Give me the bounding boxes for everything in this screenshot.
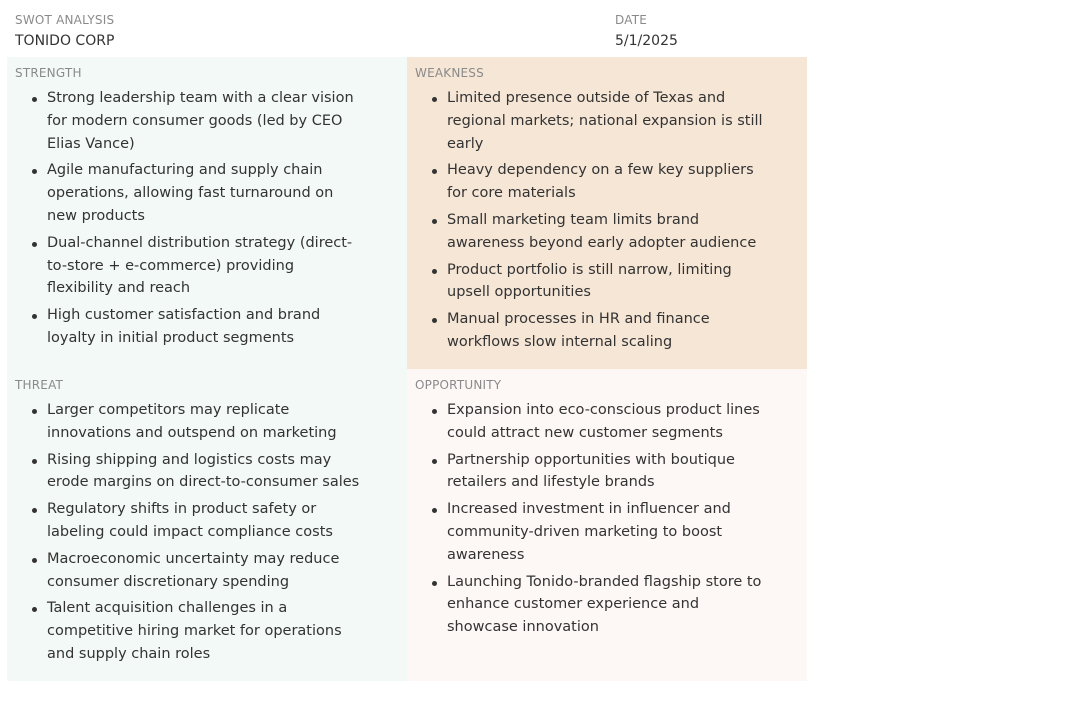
bullet-icon — [32, 242, 37, 247]
list-item-text: High customer satisfaction and brand loyalty in initial product segments — [47, 307, 321, 346]
bullet-icon — [432, 169, 437, 174]
list-item-text: Product portfolio is still narrow, limiting upsell opportunities — [447, 261, 732, 301]
bullet-icon — [32, 169, 37, 174]
list-item — [415, 308, 799, 354]
list-item-text: Launching Tonido-branded flagship store to enhance customer experience and showcase innovation — [447, 573, 762, 636]
list-item-text: Regulatory shifts in product safety or labeling could impact compliance costs — [47, 501, 333, 540]
list-item — [15, 597, 399, 665]
document-header — [15, 13, 815, 53]
strength-title: STRENGTH — [15, 66, 82, 80]
list-item-text: Rising shipping and logistics costs may erode margins on direct-to-consumer sales — [47, 451, 360, 491]
list-item — [15, 304, 399, 350]
weakness-title: WEAKNESS — [415, 66, 484, 80]
list-item-text: Heavy dependency on a few key suppliers for core materials — [447, 162, 754, 202]
bullet-icon — [32, 314, 37, 319]
list-item — [15, 449, 399, 495]
list-item — [415, 209, 799, 255]
threat-quadrant — [7, 369, 407, 681]
weakness-list — [415, 87, 799, 354]
bullet-icon — [432, 459, 437, 464]
bullet-icon — [432, 581, 437, 586]
opportunity-title: OPPORTUNITY — [415, 378, 502, 392]
list-item — [15, 548, 399, 594]
date-label: DATE — [615, 13, 648, 27]
bullet-icon — [32, 97, 37, 102]
list-item-text: Larger competitors may replicate innovations and outspend on marketing — [47, 402, 337, 441]
list-item-text: Increased investment in influencer and community-driven marketing to boost awareness — [447, 501, 731, 563]
bullet-icon — [432, 269, 437, 274]
swot-grid — [7, 57, 807, 681]
list-item — [415, 159, 799, 205]
swot-label: SWOT ANALYSIS — [15, 13, 115, 27]
bullet-icon — [432, 508, 437, 513]
list-item-text: Manual processes in HR and finance workflows slow internal scaling — [447, 311, 710, 350]
list-item — [415, 449, 799, 495]
list-item-text: Dual-channel distribution strategy (direct-to-store + e-commerce) providing flexibility and reach — [47, 234, 353, 297]
list-item — [15, 232, 399, 300]
date-block — [615, 13, 678, 50]
list-item-text: Talent acquisition challenges in a competitive hiring market for operations and supply chain roles — [47, 600, 342, 662]
bullet-icon — [432, 409, 437, 414]
list-item — [415, 571, 799, 639]
strength-list — [15, 87, 399, 350]
bullet-icon — [32, 558, 37, 563]
company-name: TONIDO CORP — [15, 33, 115, 49]
list-item-text: Macroeconomic uncertainty may reduce consumer discretionary spending — [47, 550, 340, 590]
list-item — [415, 399, 799, 445]
list-item-text: Agile manufacturing and supply chain operations, allowing fast turnaround on new products — [47, 162, 334, 224]
threat-title: THREAT — [15, 378, 64, 392]
strength-quadrant — [7, 57, 407, 369]
bullet-icon — [432, 219, 437, 224]
title-block — [15, 13, 114, 50]
list-item-text: Partnership opportunities with boutique retailers and lifestyle brands — [447, 451, 735, 491]
list-item — [415, 498, 799, 566]
list-item-text: Small marketing team limits brand awareness beyond early adopter audience — [447, 211, 757, 251]
opportunity-quadrant — [407, 369, 807, 681]
bullet-icon — [432, 97, 437, 102]
list-item-text: Limited presence outside of Texas and regional markets; national expansion is still early — [447, 90, 763, 152]
bullet-icon — [32, 459, 37, 464]
bullet-icon — [32, 508, 37, 513]
list-item — [15, 399, 399, 445]
weakness-quadrant — [407, 57, 807, 369]
threat-list — [15, 399, 399, 666]
list-item — [415, 259, 799, 305]
list-item — [415, 87, 799, 155]
bullet-icon — [32, 607, 37, 612]
opportunity-list — [415, 399, 799, 639]
list-item-text: Strong leadership team with a clear vision for modern consumer goods (led by CEO Elias Vance) — [47, 90, 354, 152]
list-item — [15, 498, 399, 544]
list-item — [15, 159, 399, 227]
list-item-text: Expansion into eco-conscious product lines could attract new customer segments — [447, 402, 760, 441]
bullet-icon — [432, 318, 437, 323]
date-value: 5/1/2025 — [615, 33, 678, 49]
list-item — [15, 87, 399, 155]
bullet-icon — [32, 409, 37, 414]
